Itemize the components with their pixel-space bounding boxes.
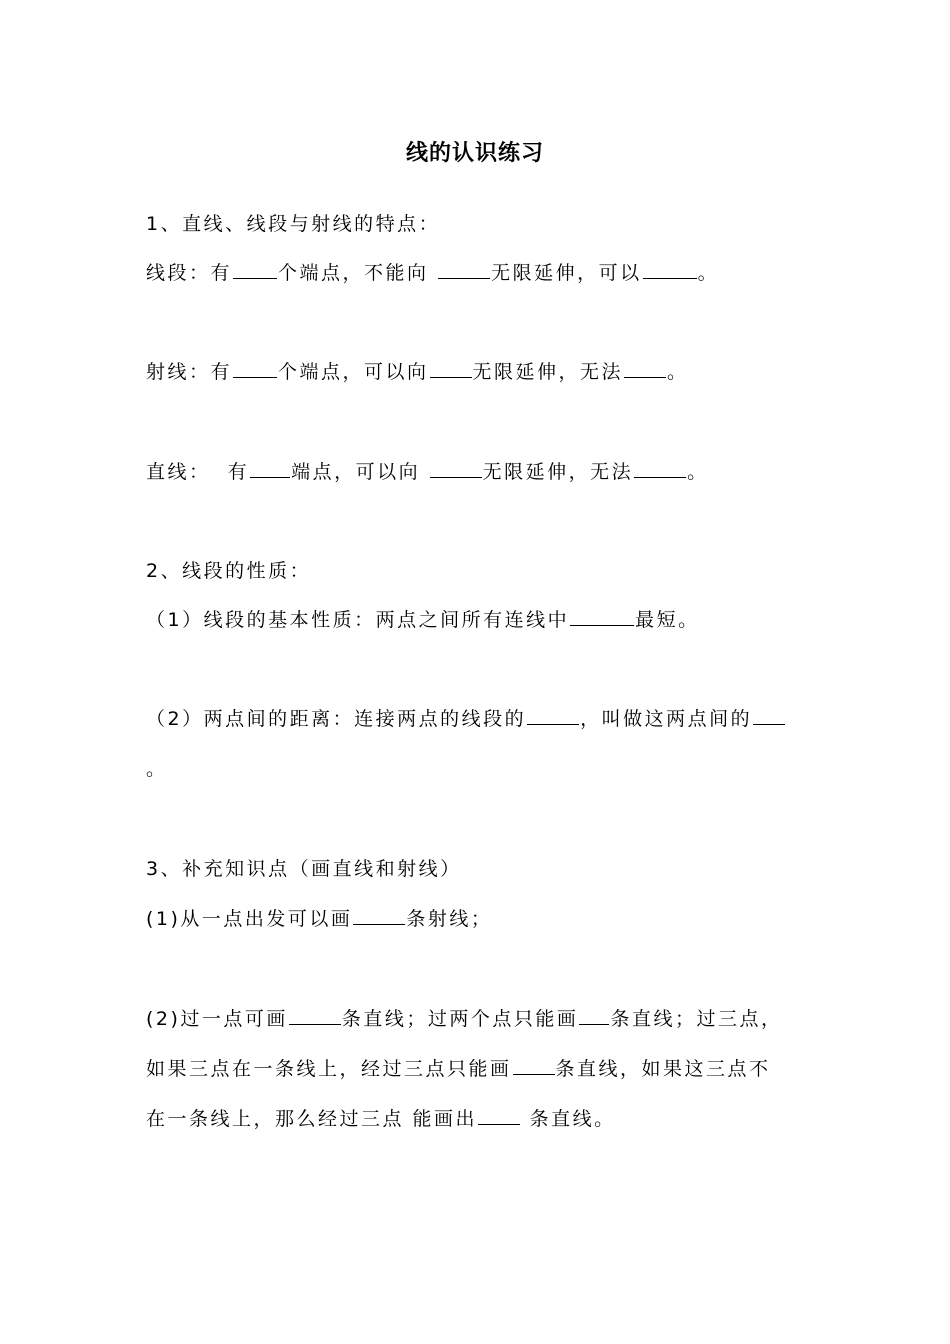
text: 线段：有 (146, 262, 233, 284)
q3-p2-line2 (146, 1054, 771, 1084)
answer-blank[interactable] (643, 277, 697, 279)
text: 条直线；过三点， (610, 1008, 783, 1030)
text: 射线：有 (146, 361, 233, 383)
answer-blank[interactable] (624, 376, 666, 378)
text: ，叫做这两点间的 (580, 708, 753, 730)
text: 直线： 有 (146, 461, 250, 483)
text: 无限延伸，可以 (491, 262, 642, 284)
text: 个端点，不能向 (278, 262, 438, 284)
q3-p1-line (146, 904, 492, 934)
text: 。 (667, 361, 689, 383)
text: （2）两点间的距离：连接两点的线段的 (146, 708, 527, 730)
answer-blank[interactable] (430, 476, 482, 478)
q1-heading: 1、直线、线段与射线的特点： (146, 213, 441, 235)
answer-blank[interactable] (430, 376, 472, 378)
q2-p2-line (146, 704, 786, 734)
q2-heading: 2、线段的性质： (146, 560, 312, 582)
answer-blank[interactable] (579, 1023, 609, 1025)
text: 条直线。 (521, 1108, 616, 1130)
answer-blank[interactable] (250, 476, 290, 478)
q1-straight-line (146, 457, 709, 487)
text: 个端点，可以向 (278, 361, 429, 383)
answer-blank[interactable] (438, 277, 490, 279)
answer-blank[interactable] (527, 723, 579, 725)
text: 。 (697, 262, 720, 284)
text: 如果三点在一条线上，经过三点只能画 (146, 1058, 512, 1080)
answer-blank[interactable] (753, 723, 785, 725)
text: 无限延伸，无法 (472, 361, 624, 383)
answer-blank[interactable] (353, 923, 405, 925)
text: (1)从一点出发可以画 (146, 908, 353, 930)
text: 条直线，如果这三点不 (555, 1058, 771, 1080)
answer-blank[interactable] (233, 277, 277, 279)
q3-heading: 3、补充知识点（画直线和射线） (146, 858, 462, 880)
text: 在一条线上，那么经过三点 能画出 (146, 1108, 478, 1130)
text: 端点，可以向 (291, 461, 429, 483)
answer-blank[interactable] (478, 1123, 520, 1125)
answer-blank[interactable] (233, 376, 277, 378)
q2-p2-end: 。 (146, 758, 168, 780)
answer-blank[interactable] (289, 1023, 341, 1025)
q3-p2-line3 (146, 1104, 616, 1134)
q2-p1-line (146, 605, 700, 635)
text: 条射线； (406, 908, 493, 930)
page-title: 线的认识练习 (405, 141, 544, 166)
text: 。 (687, 461, 709, 483)
answer-blank[interactable] (634, 476, 686, 478)
answer-blank[interactable] (513, 1073, 555, 1075)
q1-segment-line (146, 258, 719, 288)
q1-ray-line (146, 357, 689, 387)
text: 条直线；过两个点只能画 (341, 1008, 579, 1030)
q3-p2-line1 (146, 1004, 782, 1034)
text: 无限延伸，无法 (482, 461, 634, 483)
text: （1）线段的基本性质：两点之间所有连线中 (146, 609, 570, 631)
text: (2)过一点可画 (146, 1008, 288, 1030)
text: 最短。 (635, 609, 700, 631)
answer-blank[interactable] (570, 624, 634, 626)
